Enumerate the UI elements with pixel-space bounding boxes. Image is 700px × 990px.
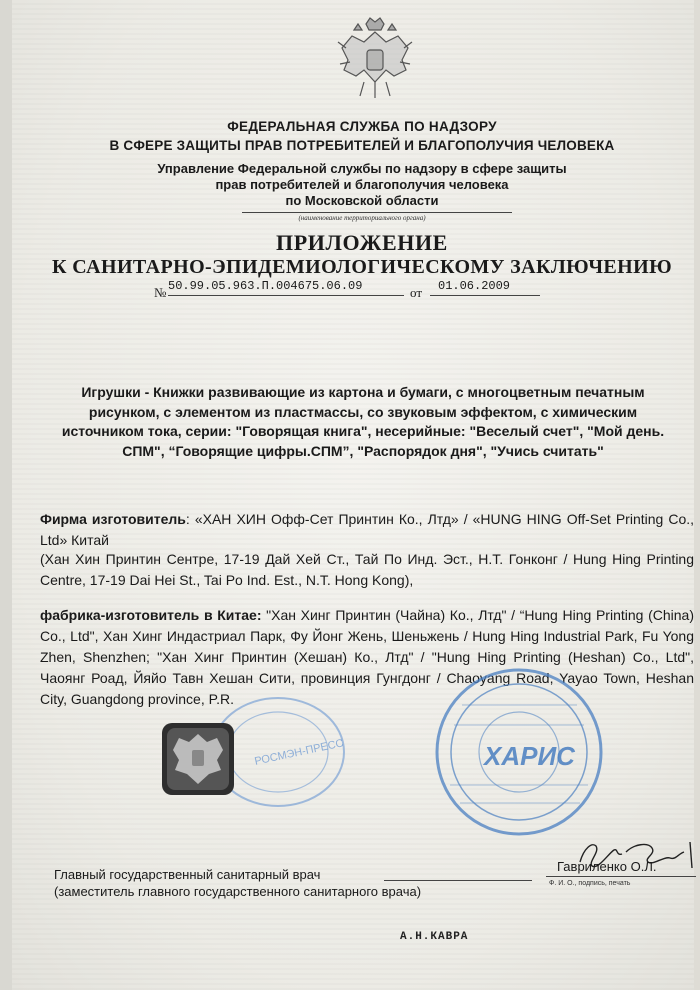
office-name-line1: Управление Федеральной службы по надзору в сфере защиты (157, 161, 567, 176)
chief-title-line1: Главный государственный санитарный врач (54, 867, 321, 882)
certificate-number: 50.99.05.963.П.004675.06.09 (168, 279, 363, 293)
manufacturer-paragraph (40, 509, 694, 551)
seal-left-text: РОСМЭН-ПРЕСС (253, 737, 345, 768)
signer-caption: Ф. И. О., подпись, печать (549, 880, 631, 887)
certificate-date: 01.06.2009 (438, 279, 511, 293)
manufacturer-label: Фирма изготовитель (40, 511, 186, 527)
factory-label: фабрика-изготовитель в Китае: (40, 607, 262, 623)
seal-right-text: ХАРИС (484, 741, 575, 771)
agency-name-line1: ФЕДЕРАЛЬНАЯ СЛУЖБА ПО НАДЗОРУ (227, 119, 497, 134)
company-seal-right (432, 665, 607, 840)
signer-name: Гавриленко О.Л. (557, 859, 657, 874)
product-description: Игрушки - Книжки развивающие из картона и бумаги, с многоцветным печатным рисунком, с элементом из пластмассы, со звуковым эффектом, с химическим источником тока, серии: "Говорящая книга", несерийные: "Веселый счет", "Мой день. СПМ", “Говорящие цифры.СПМ”, "Распорядок дня", "Учись считать" (61, 384, 665, 459)
certificate-number-row (152, 279, 572, 303)
office-name-line3: по Московской области (285, 193, 439, 208)
signer-underline (546, 876, 696, 877)
office-underline (242, 212, 512, 213)
number-underline (168, 295, 404, 296)
chief-signature-line (384, 880, 532, 881)
russian-coat-of-arms-icon (334, 12, 416, 104)
office-name-line2: прав потребителей и благополучия человека (215, 177, 509, 192)
stamp-name: А.Н.КАВРА (400, 931, 469, 943)
office-caption: (наименование территориального органа) (298, 214, 426, 222)
date-label: от (410, 285, 423, 300)
factory-text: "Хан Хинг Принтин (Чайна) Ко., Лтд" / “Hung Hing Printing (China) Co., Ltd", Хан Хинг Индастриал Парк, Фу Йонг Жень, Шеньжень / Hung Hing Industrial Park, Fu Yong Zhen, Shenzhen; "Хан Хинг Принтин (Хешан) Ко., Лтд" / "Hung Hing Printing (Heshan) Co., Ltd", Чаоянг Роад, Йяйо Тавн Хешан Сити, провинция Гунгдонг / Chaoyang Road, Yayao Town, Heshan City, Guangdong province, P.R. (40, 607, 694, 707)
number-label: № (154, 285, 167, 300)
chief-title-line2: (заместитель главного государственного санитарного врача) (54, 884, 422, 899)
manufacturer-text: : «ХАН ХИН Офф-Сет Принтин Ко., Лтд» / «HUNG HING Off-Set Printing Co., Ltd» Китай (40, 511, 695, 548)
document-title-line2: К САНИТАРНО-ЭПИДЕМИОЛОГИЧЕСКОМУ ЗАКЛЮЧЕНИЮ (52, 256, 672, 278)
hologram-emblem-icon (159, 720, 237, 798)
date-underline (430, 295, 540, 296)
document-title-line1: ПРИЛОЖЕНИЕ (276, 230, 448, 255)
manufacturer-address: (Хан Хин Принтин Сентре, 17-19 Дай Хей Ст., Тай По Инд. Эст., Н.Т. Гонконг / Hung Hing Printing Centre, 17-19 Dai Hei St., Tai Po Ind. Est., N.T. Hong Kong), (40, 551, 694, 588)
agency-name-line2: В СФЕРЕ ЗАЩИТЫ ПРАВ ПОТРЕБИТЕЛЕЙ И БЛАГОПОЛУЧИЯ ЧЕЛОВЕКА (109, 138, 615, 153)
chief-doctor-title (54, 866, 421, 900)
